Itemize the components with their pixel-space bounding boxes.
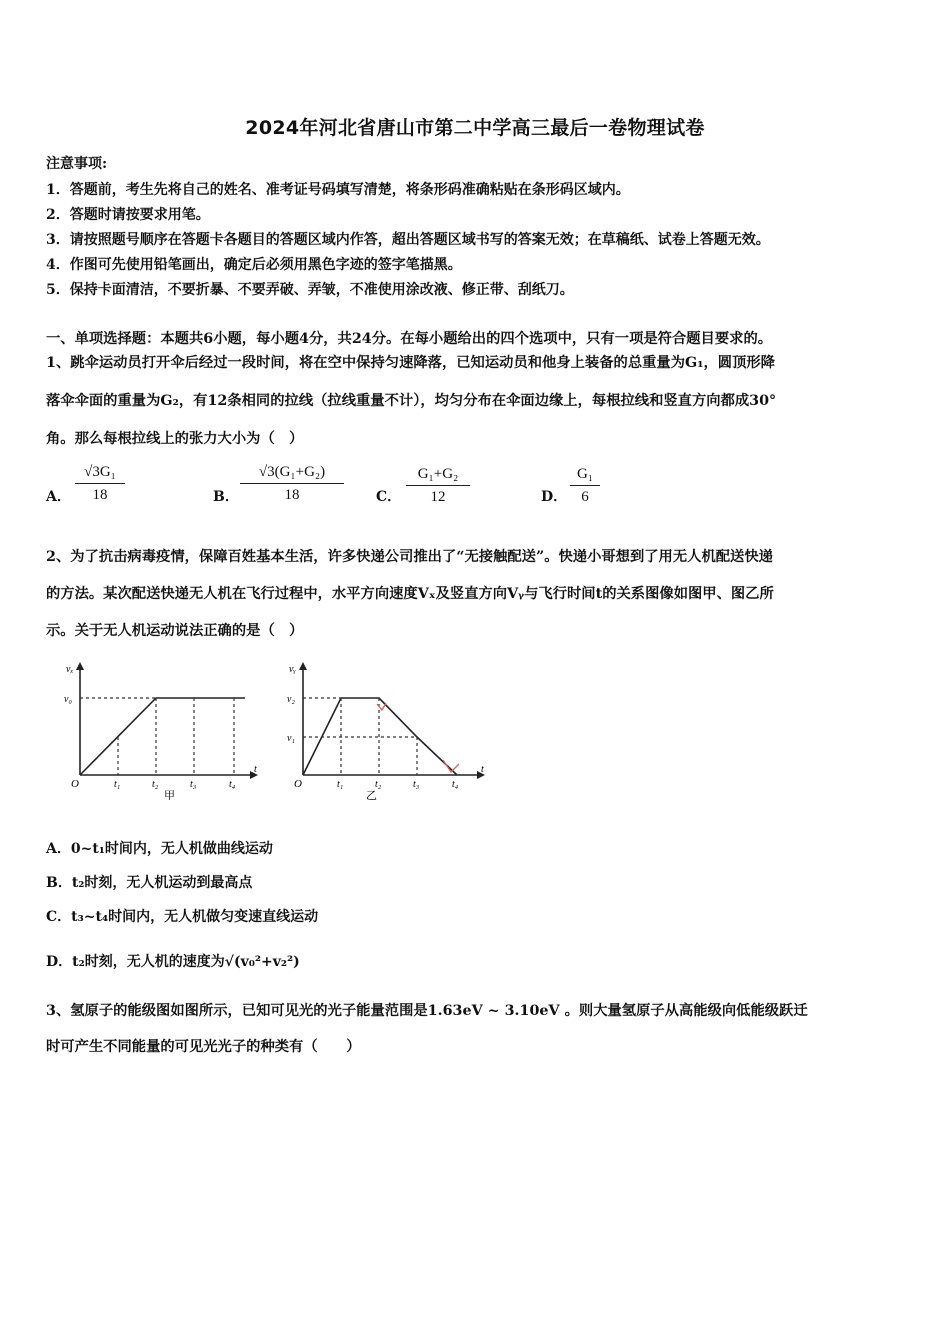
v2-label: v₂ — [287, 694, 295, 705]
q1-option-a-fraction — [75, 464, 125, 504]
tick-label: t₄ — [452, 779, 459, 790]
q3-text-line: 时可产生不同能量的可见光光子的种类有（ ） — [46, 1039, 361, 1055]
t-axis-label: t — [481, 764, 484, 775]
y-axis-label: vᵧ — [289, 664, 296, 675]
q2-text-line: 示。关于无人机运动说法正确的是（ ） — [46, 623, 304, 639]
origin-label: O — [71, 778, 79, 790]
q1-option-c-label: C． — [376, 489, 402, 505]
t-axis-label: t — [254, 764, 257, 775]
q2-text-line: 的方法。某次配送快递无人机在飞行过程中，水平方向速度Vₓ及竖直方向Vᵧ与飞行时间t的关系图像如图甲、图乙所 — [46, 586, 774, 602]
tick-label: t₁ — [337, 779, 344, 790]
notice-heading: 注意事项: — [46, 156, 108, 172]
q1-option-a-label: A． — [46, 489, 71, 505]
q2-choice-b: B．t₂时刻，无人机运动到最高点 — [46, 875, 253, 891]
fraction-numerator: G₁+G₂ — [406, 466, 470, 486]
q2-text-line: 2、为了抗击病毒疫情，保障百姓基本生活，许多快递公司推出了“无接触配送”。快递小哥想到了用无人机配送快递 — [46, 549, 773, 565]
tick-label: t₃ — [190, 779, 197, 790]
tick-label: t₂ — [375, 779, 382, 790]
y-arrow-icon — [76, 662, 84, 670]
q2-choice-d: D．t₂时刻，无人机的速度为√(v₀²+v₂²) — [46, 954, 300, 970]
y-arrow-icon — [299, 662, 307, 670]
v1-label: v₁ — [287, 733, 295, 744]
fraction-numerator: √3(G₁+G₂) — [240, 464, 344, 484]
vx-curve — [80, 698, 245, 775]
q2-choice-a: A．0~t₁时间内，无人机做曲线运动 — [46, 841, 273, 857]
tick-label: t₄ — [229, 779, 236, 790]
q1-option-d-label: D． — [541, 489, 568, 505]
q1-text-line: 1、跳伞运动员打开伞后经过一段时间，将在空中保持匀速降落，已知运动员和他身上装备的总重量为G₁，圆顶形降 — [46, 355, 775, 371]
fraction-denominator: 18 — [284, 487, 300, 503]
graph-caption: 乙 — [366, 790, 377, 800]
y-axis-label: vₓ — [66, 664, 74, 675]
fraction-numerator: √3G₁ — [75, 464, 125, 484]
notice-item: 5．保持卡面清洁，不要折暴、不要弄破、弄皱，不准使用涂改液、修正带、刮纸刀。 — [46, 282, 574, 298]
fraction-denominator: 18 — [92, 487, 108, 503]
vy-time-graph — [283, 660, 493, 800]
vx-time-graph — [60, 660, 260, 800]
origin-label: O — [294, 778, 302, 790]
tick-label: t₁ — [114, 779, 121, 790]
notice-item: 1．答题前，考生先将自己的姓名、准考证号码填写清楚，将条形码准确粘贴在条形码区域内。 — [46, 182, 630, 198]
q1-text-line: 落伞伞面的重量为G₂，有12条相同的拉线（拉线重量不计），均匀分布在伞面边缘上，每根拉线和竖直方向都成30° — [46, 393, 777, 409]
graph-caption: 甲 — [164, 790, 175, 800]
notice-item: 2．答题时请按要求用笔。 — [46, 207, 210, 223]
vy-curve — [303, 698, 457, 775]
q1-option-b-fraction — [240, 464, 344, 504]
tick-label: t₃ — [413, 779, 420, 790]
q2-choice-c: C．t₃~t₄时间内，无人机做匀变速直线运动 — [46, 909, 319, 925]
fraction-denominator: 12 — [430, 489, 446, 505]
q1-option-c-fraction — [406, 466, 470, 506]
q1-option-d-fraction — [570, 466, 600, 506]
notice-item: 4．作图可先使用铅笔画出，确定后必须用黑色字迹的签字笔描黑。 — [46, 257, 462, 273]
q1-option-b-label: B． — [213, 489, 239, 505]
fraction-denominator: 6 — [581, 489, 589, 505]
v0-label: v₀ — [64, 694, 72, 705]
exam-title: 2024年河北省唐山市第二中学高三最后一卷物理试卷 — [245, 117, 705, 139]
notice-item: 3．请按照题号顺序在答题卡各题目的答题区域内作答，超出答题区域书写的答案无效；在草稿纸、试卷上答题无效。 — [46, 232, 770, 248]
tick-label: t₂ — [152, 779, 159, 790]
q1-text-line: 角。那么每根拉线上的张力大小为（ ） — [46, 431, 304, 447]
q3-text-line: 3、氢原子的能级图如图所示，已知可见光的光子能量范围是1.63eV ~ 3.10eV 。则大量氢原子从高能级向低能级跃迁 — [46, 1003, 808, 1019]
fraction-numerator: G₁ — [570, 466, 600, 486]
section-heading: 一、单项选择题：本题共6小题，每小题4分，共24分。在每小题给出的四个选项中，只有一项是符合题目要求的。 — [46, 331, 773, 347]
